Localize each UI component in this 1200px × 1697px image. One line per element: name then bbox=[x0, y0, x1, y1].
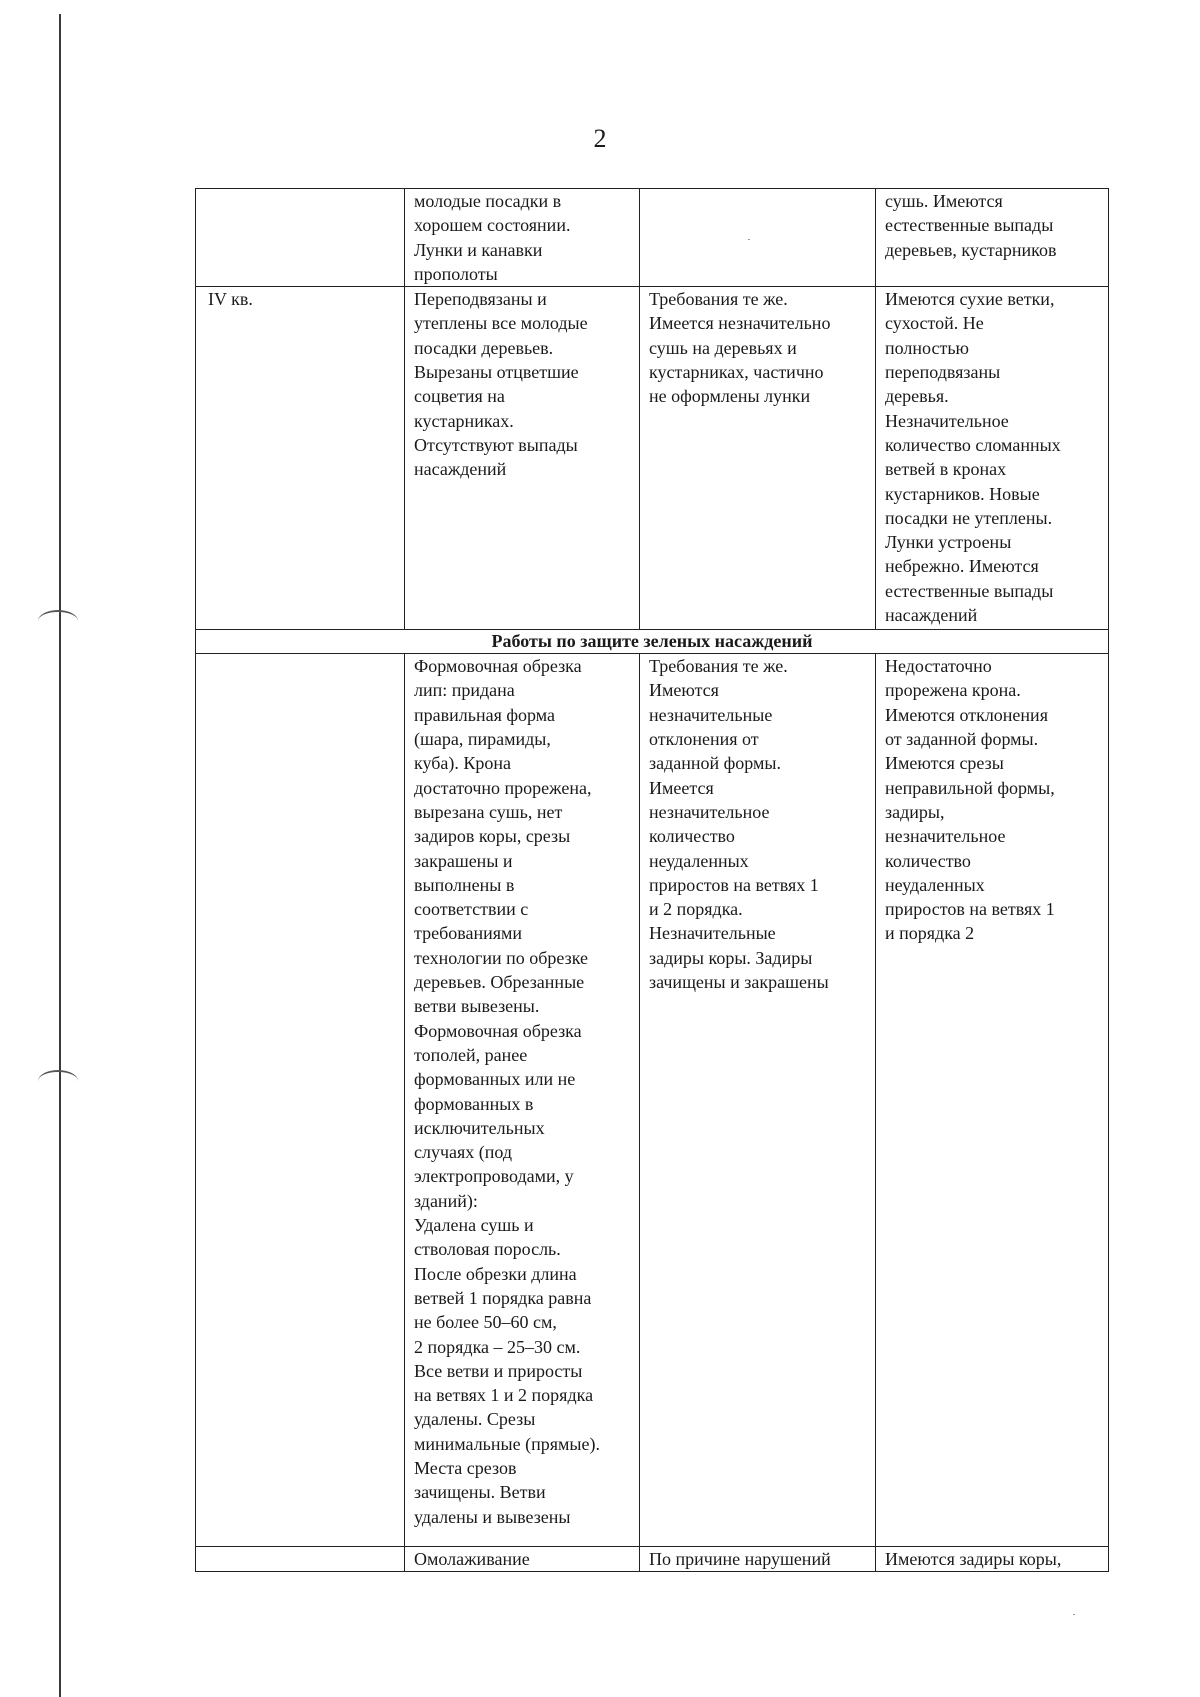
period-cell bbox=[196, 1547, 405, 1572]
punch-hole-mark bbox=[38, 610, 78, 632]
norm-requirement-cell: молодые посадки в хорошем состоянии. Лунки и канавки прополоты bbox=[405, 189, 640, 287]
requirements-table bbox=[195, 188, 1109, 1572]
satisfactory-cell: Требования те же. Имеются незначительные отклонения от заданной формы. Имеется незначительное количество неудаленных приростов на ветвях 1 и 2 порядка. Незначительные задиры коры. Задиры зачищены и закрашены bbox=[640, 654, 876, 1547]
table-row bbox=[196, 654, 1109, 1547]
page-number: 2 bbox=[593, 124, 607, 153]
satisfactory-cell: По причине нарушений bbox=[640, 1547, 876, 1572]
period-cell bbox=[196, 654, 405, 1547]
section-title: Работы по защите зеленых насаждений bbox=[196, 630, 1109, 654]
unsatisfactory-cell: Имеются задиры коры, bbox=[876, 1547, 1109, 1572]
scan-speck bbox=[1073, 1614, 1075, 1615]
norm-requirement-cell: Формовочная обрезка лип: придана правильная форма (шара, пирамиды, куба). Крона достаточно прорежена, вырезана сушь, нет задиров коры, срезы закрашены и выполнены в соответствии с требованиями технологии по обрезке деревьев. Обрезанные ветви вывезены. Формовочная обрезка тополей, ранее формованных или не формованных в исключительных случаях (под электропроводами, у зданий): Удалена сушь и стволовая поросль. После обрезки длина ветвей 1 порядка равна не более 50–60 см, 2 порядка – 25–30 см. Все ветви и приросты на ветвях 1 и 2 порядка удалены. Срезы минимальные (прямые). Места срезов зачищены. Ветви удалены и вывезены bbox=[405, 654, 640, 1547]
section-header-row bbox=[196, 630, 1109, 654]
unsatisfactory-cell: сушь. Имеются естественные выпады деревьев, кустарников bbox=[876, 189, 1109, 287]
table-row bbox=[196, 287, 1109, 630]
satisfactory-cell: Требования те же. Имеется незначительно сушь на деревьях и кустарниках, частично не оформлены лунки bbox=[640, 287, 876, 630]
satisfactory-cell bbox=[640, 189, 876, 287]
norm-requirement-cell: Переподвязаны и утеплены все молодые посадки деревьев. Вырезаны отцветшие соцветия на кустарниках. Отсутствуют выпады насаждений bbox=[405, 287, 640, 630]
table-row bbox=[196, 1547, 1109, 1572]
unsatisfactory-cell: Имеются сухие ветки, сухостой. Не полностью переподвязаны деревья. Незначительное количество сломанных ветвей в кронах кустарников. Новые посадки не утеплены. Лунки устроены небрежно. Имеются естественные выпады насаждений bbox=[876, 287, 1109, 630]
punch-hole-mark bbox=[38, 1070, 78, 1092]
norm-requirement-cell: Омолаживание bbox=[405, 1547, 640, 1572]
period-cell: IV кв. bbox=[196, 287, 405, 630]
table-row bbox=[196, 189, 1109, 287]
unsatisfactory-cell: Недостаточно прорежена крона. Имеются отклонения от заданной формы. Имеются срезы неправильной формы, задиры, незначительное количество неудаленных приростов на ветвях 1 и порядка 2 bbox=[876, 654, 1109, 1547]
binding-margin-line bbox=[59, 14, 61, 1697]
period-cell bbox=[196, 189, 405, 287]
